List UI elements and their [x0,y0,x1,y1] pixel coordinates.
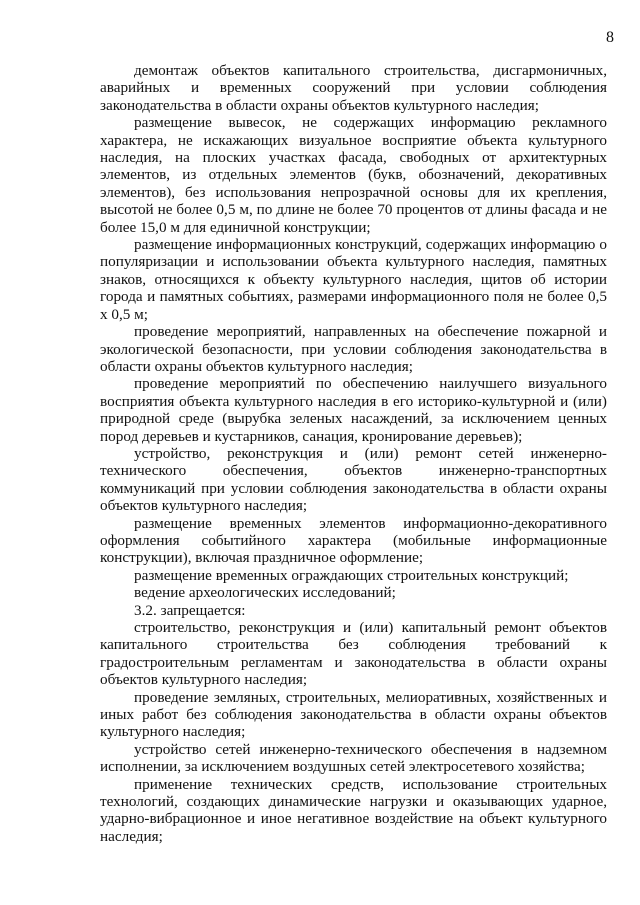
paragraph-engineering-networks: устройство, реконструкция и (или) ремонт сетей инженерно-технического обеспечения, объектов инженерно-транспортных коммуникаций при условии соблюдения законодательства в области охраны объектов культурного наследия; [100,444,607,515]
paragraph-fire-safety: проведение мероприятий, направленных на обеспечение пожарной и экологической безопасности, при условии соблюдения законодательства в области охраны объектов культурного наследия; [100,323,607,375]
page-number: 8 [606,29,614,46]
paragraph-temporary-fencing: размещение временных ограждающих строительных конструкций; [134,566,569,584]
paragraph-demolition: демонтаж объектов капитального строительства, дисгармоничных, аварийных и временных сооружений при условии соблюдения законодательства в области охраны объектов культурного наследия; [100,62,607,114]
paragraph-info-structures: размещение информационных конструкций, содержащих информацию о популяризации и использовании объекта культурного наследия, памятных знаков, относящихся к объекту культурного наследия, щитов об истории города и памятных событиях, размерами информационного поля не более 0,5 х 0,5 м; [100,236,607,323]
paragraph-construction-ban: строительство, реконструкция и (или) капитальный ремонт объектов капитального строительства без соблюдения требований к градостроительным регламентам и законодательства в области охраны объектов культурного наследия; [100,619,607,689]
paragraph-technical-means-ban: применение технических средств, использование строительных технологий, создающих динамические нагрузки и оказывающих ударное, ударно-вибрационное и иное негативное воздействие на объект культурного наследия; [100,775,607,845]
paragraph-visual-perception: проведение мероприятий по обеспечению наилучшего визуального восприятия объекта культурного наследия в его историко-культурной и (или) природной среде (вырубка зеленых насаждений, за исключением ценных пород деревьев и кустарников, санация, кронирование деревьев); [100,375,607,445]
paragraph-overhead-networks-ban: устройство сетей инженерно-технического обеспечения в надземном исполнении, за исключением воздушных сетей электросетевого хозяйства; [100,740,607,776]
section-heading-prohibited: 3.2. запрещается: [134,601,246,619]
paragraph-temporary-decor: размещение временных элементов информационно-декоративного оформления событийного характера (мобильные информационные конструкции), включая праздничное оформление; [100,514,607,567]
paragraph-earthworks-ban: проведение земляных, строительных, мелиоративных, хозяйственных и иных работ без соблюдения законодательства в области охраны объектов культурного наследия; [100,688,607,741]
paragraph-signage: размещение вывесок, не содержащих информацию рекламного характера, не искажающих визуальное восприятие объекта культурного наследия, на плоских участках фасада, свободных от архитектурных элементов, из отдельных элементов (букв, обозначений, декоративных элементов), без использования непрозрачной основы для их крепления, высотой не более 0,5 м, по длине не более 70 процентов от длины фасада и не более 15,0 м для единичной конструкции; [100,114,607,236]
paragraph-archaeology: ведение археологических исследований; [134,584,396,602]
document-body [100,62,607,845]
